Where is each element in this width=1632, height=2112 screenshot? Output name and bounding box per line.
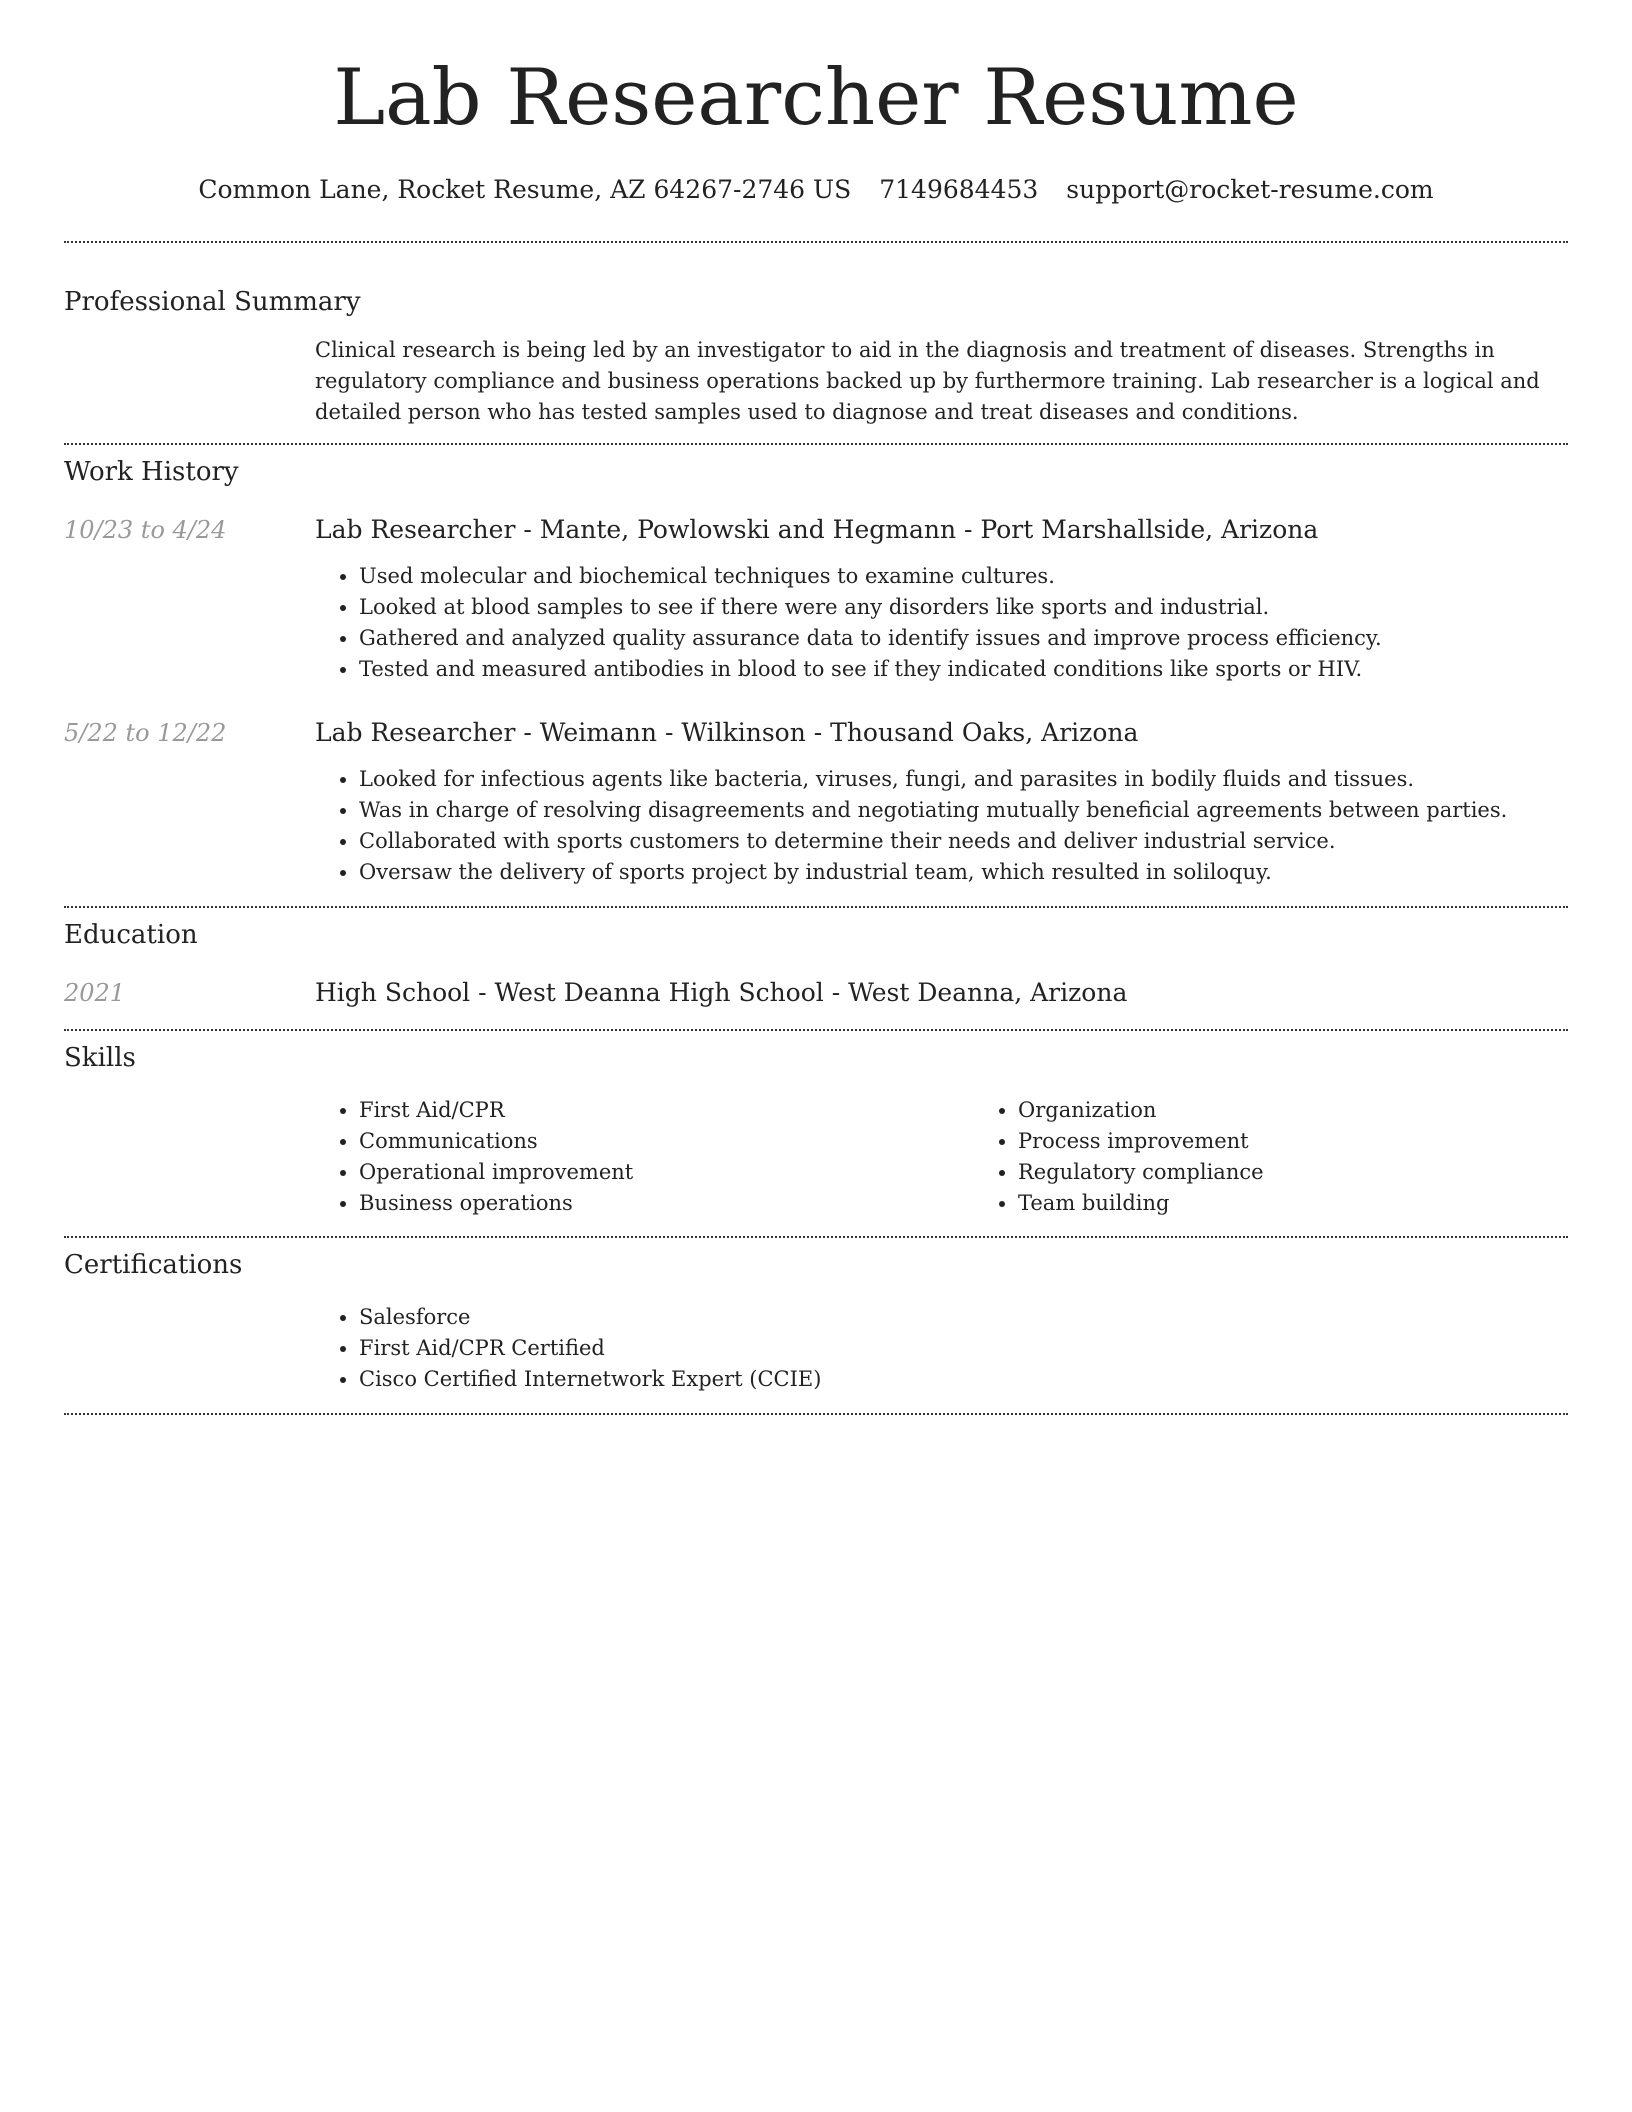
job-dates: 10/23 to 4/24 [64, 516, 227, 544]
job-entry [64, 513, 1568, 685]
education-title: High School - West Deanna High School - West Deanna, Arizona [315, 978, 1128, 1007]
job-dates: 5/22 to 12/22 [64, 719, 227, 747]
job-title: Lab Researcher - Weimann - Wilkinson - Thousand Oaks, Arizona [315, 718, 1139, 747]
job-bullet: • Gathered and analyzed quality assurance data to identify issues and improve process efficiency. [359, 623, 1568, 654]
certifications-divider [64, 1413, 1568, 1415]
skill-item: • Regulatory compliance [1018, 1157, 1632, 1188]
skill-item: • First Aid/CPR [359, 1095, 974, 1126]
education-section [64, 908, 1568, 1010]
education-year: 2021 [64, 979, 126, 1007]
skill-item: • Operational improvement [359, 1157, 974, 1188]
resume-title: Lab Researcher Resume [333, 53, 1299, 143]
education-heading: Education [64, 920, 198, 950]
skill-item: • Business operations [359, 1188, 974, 1219]
certification-item: • Cisco Certified Internetwork Expert (CCIE) [359, 1364, 1568, 1395]
job-bullet: • Used molecular and biochemical techniques to examine cultures. [359, 561, 1568, 592]
job-bullet: • Oversaw the delivery of sports project by industrial team, which resulted in soliloquy. [359, 857, 1568, 888]
certifications-list [315, 1302, 1568, 1395]
job-bullet: • Looked at blood samples to see if there were any disorders like sports and industrial. [359, 592, 1568, 623]
summary-heading: Professional Summary [64, 287, 361, 317]
summary-section [64, 243, 1568, 428]
skills-list-right [974, 1095, 1632, 1219]
certification-item: • First Aid/CPR Certified [359, 1333, 1568, 1364]
job-bullets [315, 561, 1568, 685]
certification-item: • Salesforce [359, 1302, 1568, 1333]
summary-text: Clinical research is being led by an investigator to aid in the diagnosis and treatment of diseases. Strengths in regulatory compliance and business operations backed up by furthermore training. Lab researcher is a logical and detailed person who has tested samples used to diagnose and treat diseases and conditions. [315, 338, 1540, 424]
skill-item: • Organization [1018, 1095, 1632, 1126]
job-bullets [315, 764, 1568, 888]
job-title: Lab Researcher - Mante, Powlowski and Hegmann - Port Marshallside, Arizona [315, 515, 1319, 544]
skills-heading: Skills [64, 1043, 136, 1073]
job-entry [64, 716, 1568, 888]
skill-item: • Communications [359, 1126, 974, 1157]
certifications-section [64, 1238, 1568, 1395]
skill-item: • Process improvement [1018, 1126, 1632, 1157]
skills-section [64, 1031, 1568, 1219]
job-bullet: • Was in charge of resolving disagreements and negotiating mutually beneficial agreements between parties. [359, 795, 1568, 826]
certifications-heading: Certifications [64, 1250, 243, 1280]
work-heading: Work History [64, 457, 239, 487]
contact-address: Common Lane, Rocket Resume, AZ 64267-2746 US [198, 175, 852, 204]
skill-item: • Team building [1018, 1188, 1632, 1219]
contact-phone: 7149684453 [879, 175, 1039, 204]
job-bullet: • Tested and measured antibodies in blood to see if they indicated conditions like sports or HIV. [359, 654, 1568, 685]
skills-list-left [315, 1095, 974, 1219]
contact-email: support@rocket-resume.com [1066, 175, 1434, 204]
education-entry [64, 976, 1568, 1010]
skills-grid [315, 1095, 1568, 1219]
job-bullet: • Looked for infectious agents like bacteria, viruses, fungi, and parasites in bodily fluids and tissues. [359, 764, 1568, 795]
resume-page [64, 0, 1568, 1415]
contact-line [64, 173, 1568, 207]
job-bullet: • Collaborated with sports customers to determine their needs and deliver industrial service. [359, 826, 1568, 857]
work-section [64, 445, 1568, 888]
